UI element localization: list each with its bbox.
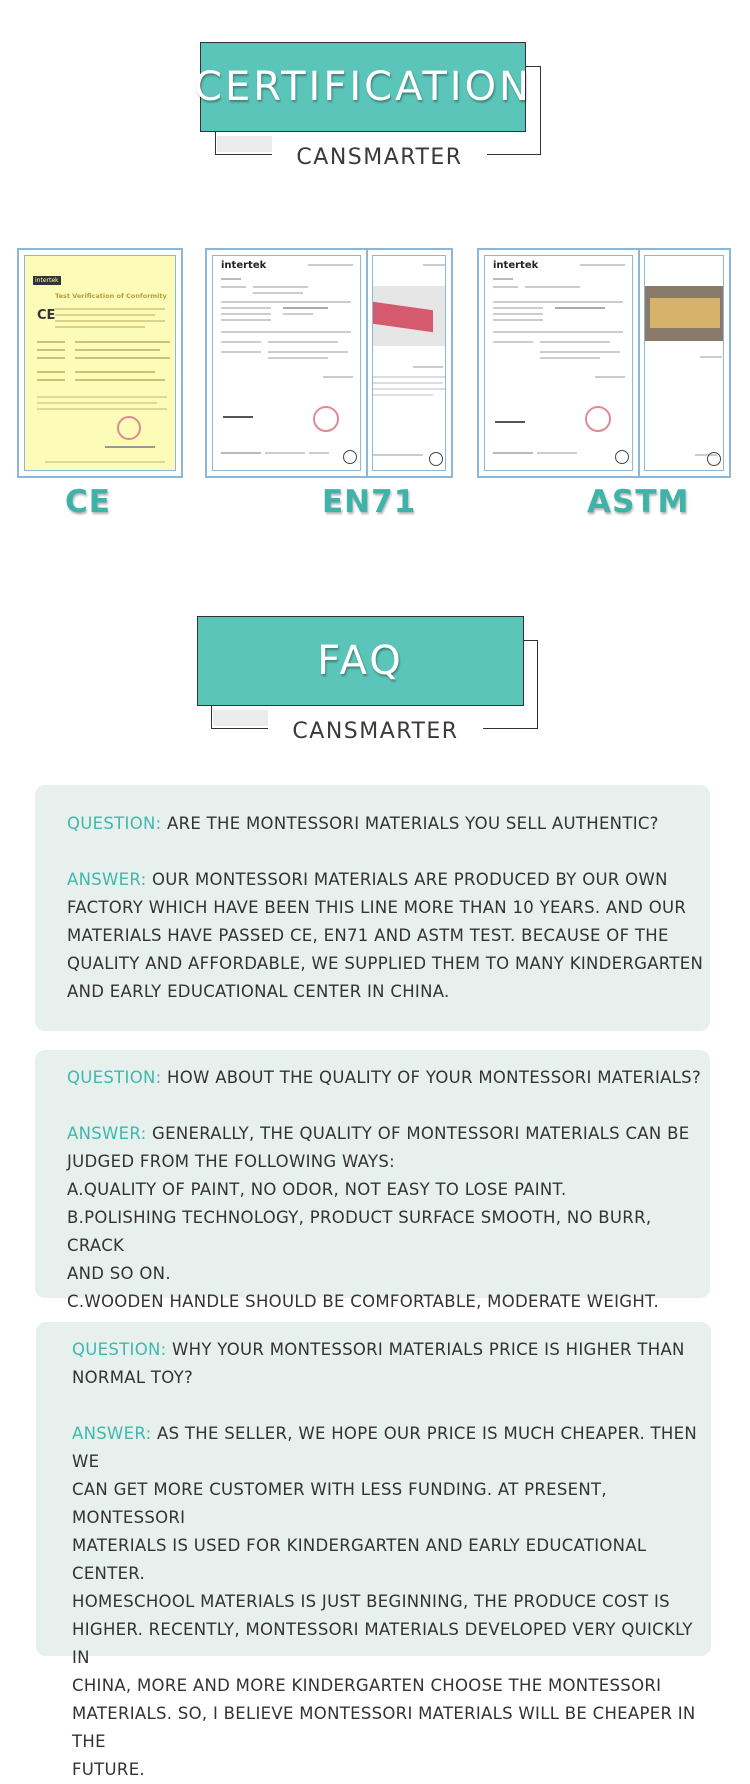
faq-answer-line: QUALITY AND AFFORDABLE, WE SUPPLIED THEM TO MANY KINDERGARTEN: [67, 954, 704, 973]
faq-answer-line: MATERIALS HAVE PASSED CE, EN71 AND ASTM TEST. BECAUSE OF THE: [67, 926, 669, 945]
astm-label: ASTM: [587, 484, 690, 520]
astm-certificate: [477, 248, 733, 478]
faq-answer-line: A.QUALITY OF PAINT, NO ODOR, NOT EASY TO LOSE PAINT.: [67, 1180, 567, 1199]
intertek-seal-icon: [707, 452, 721, 466]
faq-answer-line: AND SO ON.: [67, 1264, 171, 1283]
stamp-icon: [585, 406, 611, 432]
ce-certificate: [17, 248, 183, 478]
intertek-logo: intertek: [35, 277, 59, 284]
faq-question-line: NORMAL TOY?: [72, 1368, 194, 1387]
faq-answer-line: MATERIALS. SO, I BELIEVE MONTESSORI MATERIALS WILL BE CHEAPER IN THE: [72, 1704, 696, 1751]
stamp-icon: [117, 416, 141, 440]
faq-answer: ANSWER: GENERALLY, THE QUALITY OF MONTESSORI MATERIALS CAN BE: [67, 1124, 690, 1143]
faq-answer-line: B.POLISHING TECHNOLOGY, PRODUCT SURFACE SMOOTH, NO BURR, CRACK: [67, 1208, 652, 1255]
en71-label: EN71: [322, 484, 417, 520]
faq-title: FAQ: [197, 616, 524, 706]
intertek-seal-icon: [343, 450, 357, 464]
intertek-logo: intertek: [493, 260, 539, 271]
intertek-logo: intertek: [221, 260, 267, 271]
faq-answer-line: MATERIALS IS USED FOR KINDERGARTEN AND EARLY EDUCATIONAL CENTER.: [72, 1536, 647, 1583]
faq-answer-line: FUTURE.: [72, 1760, 145, 1779]
faq-answer-line: CAN GET MORE CUSTOMER WITH LESS FUNDING. AT PRESENT, MONTESSORI: [72, 1480, 607, 1527]
faq-answer-line: JUDGED FROM THE FOLLOWING WAYS:: [67, 1152, 396, 1171]
faq-answer-line: HIGHER. RECENTLY, MONTESSORI MATERIALS DEVELOPED VERY QUICKLY IN: [72, 1620, 693, 1667]
ce-label: CE: [65, 484, 111, 520]
product-photo: [373, 286, 446, 346]
faq-answer: ANSWER: AS THE SELLER, WE HOPE OUR PRICE IS MUCH CHEAPER. THEN WE: [72, 1424, 697, 1471]
intertek-seal-icon: [615, 450, 629, 464]
faq-answer-line: FACTORY WHICH HAVE BEEN THIS LINE MORE THAN 10 YEARS. AND OUR: [67, 898, 687, 917]
faq-card: [35, 785, 710, 1031]
faq-question: QUESTION: WHY YOUR MONTESSORI MATERIALS PRICE IS HIGHER THAN: [72, 1340, 685, 1359]
faq-card: [35, 1050, 710, 1311]
en71-certificate: [205, 248, 455, 478]
faq-answer-line: AND EARLY EDUCATIONAL CENTER IN CHINA.: [67, 982, 450, 1001]
intertek-seal-icon: [429, 452, 443, 466]
faq-banner: [0, 614, 750, 764]
faq-question: QUESTION: ARE THE MONTESSORI MATERIALS YOU SELL AUTHENTIC?: [67, 814, 659, 833]
faq-subtitle: CANSMARTER: [268, 716, 483, 748]
faq-question: QUESTION: HOW ABOUT THE QUALITY OF YOUR MONTESSORI MATERIALS?: [67, 1068, 702, 1087]
certification-title: CERTIFICATION: [200, 42, 526, 132]
faq-answer-line: HOMESCHOOL MATERIALS IS JUST BEGINNING, THE PRODUCE COST IS: [72, 1592, 670, 1611]
ce-doc-title: Test Verification of Conformity: [55, 292, 167, 300]
certification-banner: [0, 40, 750, 190]
product-photo: [645, 286, 724, 341]
faq-answer-line: CHINA, MORE AND MORE KINDERGARTEN CHOOSE THE MONTESSORI: [72, 1676, 662, 1695]
certification-subtitle: CANSMARTER: [272, 142, 487, 174]
faq-card: [36, 1322, 711, 1779]
ce-mark-icon: CE: [37, 308, 56, 323]
faq-answer-line: C.WOODEN HANDLE SHOULD BE COMFORTABLE, MODERATE WEIGHT.: [67, 1292, 660, 1311]
stamp-icon: [313, 406, 339, 432]
faq-answer: ANSWER: OUR MONTESSORI MATERIALS ARE PRODUCED BY OUR OWN: [67, 870, 668, 889]
